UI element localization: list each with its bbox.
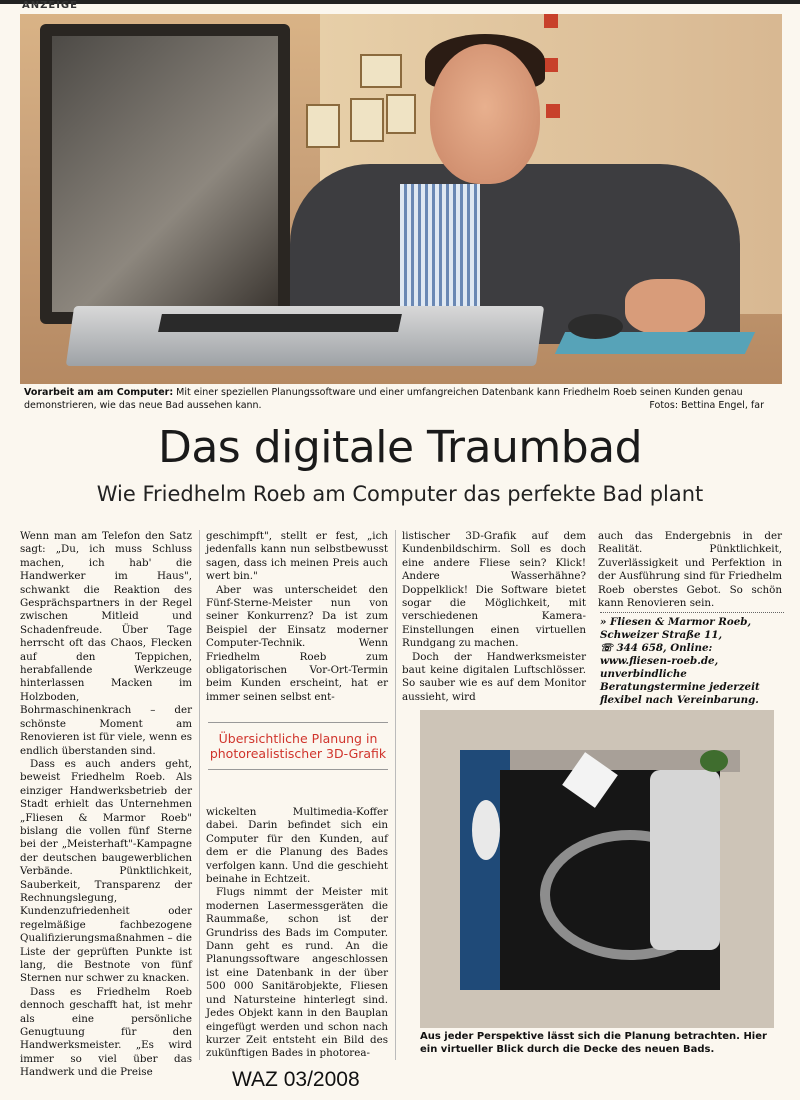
column-3 [402,530,586,704]
computer-mouse [568,314,623,339]
headline: Das digitale Traumbad [157,422,643,473]
paragraph: Wenn man am Telefon den Satz sagt: „Du, ich muss Schluss machen, ich hab' die Handwerker im Haus", schwankt die Reaktion des Gesprächspartners in der Regel zwischen Mitleid und Schadenfreude. Über Tage herrscht oft das Chaos, Flecken auf den Teppichen, herabfallende Werkzeuge hinterlassen Macken im Holzboden, Bohrmaschinenkrach – der schönste Moment am Renovieren ist für viele, wenn es endlich überstanden sind. [20,530,192,757]
paragraph: listischer 3D-Grafik auf dem Kundenbildschirm. Soll es doch eine andere Fliese sein? Klick! Andere Wasserhähne? Doppelklick! Die Software bietet sogar die Möglichkeit, mit verschiedenen Kamera-Einstellungen einen virtuellen Rundgang zu machen. [402,530,586,650]
screen-reflection [52,36,278,312]
caption-lead: Vorarbeit am am Computer: [24,387,174,398]
paragraph: Doch der Handwerksmeister baut keine digitalen Luftschlösser. So sauber wie es auf dem Monitor aussieht, wird [402,650,586,703]
paragraph: geschimpft", stellt er fest, „ich jedenfalls kann nun selbstbewusst sagen, dass ich meinen Preis auch wert bin." [206,530,388,583]
red-wall-tile [544,14,558,28]
source-label: WAZ 03/2008 [232,1068,360,1091]
paragraph: Aber was unterscheidet den Fünf-Sterne-Meister nun von seiner Konkurrenz? Da ist zum Beispiel der Einsatz moderner Computer-Technik. Wenn Friedhelm Roeb zum obligatorischen Vor-Ort-Termin beim Kunden erscheint, hat er immer seinen selbst ent- [206,583,388,703]
top-rule [0,0,800,4]
column-2-top [206,530,388,704]
plan-bathtub [650,770,720,950]
column-4 [598,530,782,610]
bathroom-plan-image [420,710,774,1028]
red-wall-tile [546,104,560,118]
paragraph: auch das Endergebnis in der Realität. Pünktlichkeit, Zuverlässigkeit und Perfektion in der Ausführung sind für Friedhelm Roeb oberstes Gebot. So schön kann Renovieren sein. [598,530,782,610]
plan-basin [472,800,500,860]
paragraph: Dass es Friedhelm Roeb dennoch geschafft hat, ist mehr als eine persönliche Genugtuung für den Handwerksmeister. „Es wird immer so viel über das Handwerk und die Preise [20,985,192,1079]
person-hand [625,279,705,334]
paragraph: Flugs nimmt der Meister mit modernen Lasermessgeräten die Raummaße, schon ist der Grundriss des Bads im Computer. Dann geht es rund. An die Planungssoftware angeschlossen ist eine Datenbank in der über 500 000 Sanitärobjekte, Fliesen und Natursteine hinterlegt sind. Jedes Objekt kann in den Bauplan eingefügt werden und schon nach kurzer Zeit entsteht ein Bild des zukünftigen Bades in photorea- [206,886,388,1060]
subheadline: Wie Friedhelm Roeb am Computer das perfekte Bad plant [96,482,704,506]
contact-address: » Fliesen & Marmor Roeb, Schweizer Straße 11, [600,616,752,641]
paragraph: Dass es auch anders geht, beweist Friedhelm Roeb. Als einziger Handwerksbetrieb der Stadt erhielt das Unternehmen „Fliesen & Marmor Roeb" bislang die vollen fünf Sterne bei der „Meisterhaft"-Kampagne der deutschen baugewerblichen Verbände. Pünktlichkeit, Sauberkeit, Transparenz der Rechnungslegung, Kundenzufriedenheit oder regelmäßige fachbezogene Qualifizierungsmaßnahmen – die Liste der geprüften Punkte ist lang, die Bestnote von fünf Sternen nur schwer zu knacken. [20,757,192,985]
wall-certificate [350,98,384,142]
laptop-keyboard [158,314,402,332]
wall-certificate [360,54,402,88]
pull-quote: Übersichtliche Planung in photorealistischer 3D-Grafik [208,722,388,770]
contact-details: ☏ 344 658, Online: www.fliesen-roeb.de, unverbindliche Beratungstermine jederzeit flexibel nach Vereinbarung. [600,642,760,706]
photo-caption [24,386,780,412]
laptop-screen [40,24,290,324]
column-1 [20,530,192,1080]
wall-certificate [306,104,340,148]
main-photo [20,14,782,384]
wall-certificate [386,94,416,134]
caption-text: Mit einer speziellen Planungssoftware und einer umfangreichen Datenbank kann Friedhelm Roeb seinen Kunden genau demonstrieren, wie das neue Bad aussehen kann. [24,387,743,411]
plan-caption: Aus jeder Perspektive lässt sich die Planung betrachten. Hier ein virtueller Blick durch die Decke des neuen Bads. [420,1031,767,1055]
contact-info-box [600,612,784,707]
column-2-bottom [206,806,388,1061]
column-rule [199,530,200,1060]
photo-credit: Fotos: Bettina Engel, far [649,400,764,411]
red-wall-tile [544,58,558,72]
striped-shirt [400,184,480,324]
plan-plant [700,750,728,772]
column-rule [395,530,396,1060]
person-face [430,44,540,184]
section-tag: ANZEIGE [22,0,78,11]
paragraph: wickelten Multimedia-Koffer dabei. Darin befindet sich ein Computer für den Kunden, auf dem er die Planung des Bades verfolgen kann. Und die geschieht beinahe in Echtzeit. [206,806,388,886]
